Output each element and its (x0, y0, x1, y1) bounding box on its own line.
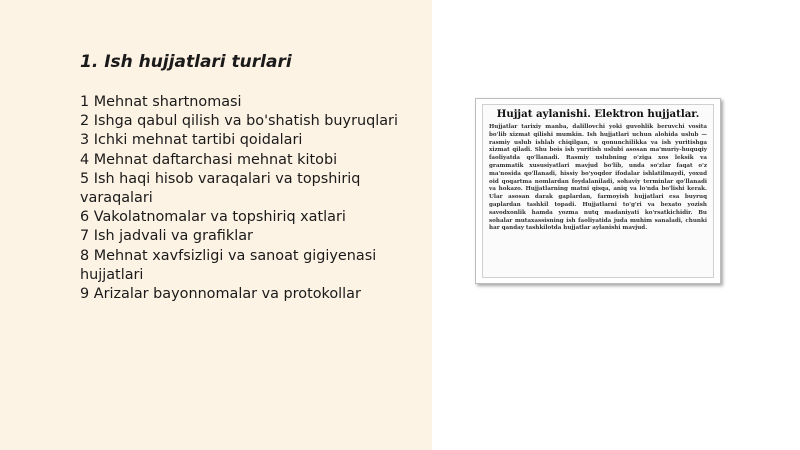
list-item: 8 Mehnat xavfsizligi va sanoat gigiyenasi hujjatlari (80, 247, 377, 283)
document-scan-title: Hujjat aylanishi. Elektron hujjatlar. (496, 108, 700, 120)
document-scan-image (475, 98, 721, 284)
document-scan-body: Hujjatlar tarixiy manba, dalillovchi yoki guvohlik beruvchi vosita bo'lib xizmat qilishi mumkin. Ish hujjatlari uchun alohida uslub — rasmiy uslub ishlab chiqilgan, u qonunchilikka va ish yuritishga xizmat qiladi. Shu bois ish yuritish uslubi asosan ma'muriy-huquqiy faoliyatda qo'llanadi. Rasmiy uslubning o'ziga xos leksik va grammatik xususiyatlari mavjud bo'lib, unda so'zlar faqat o'z ma'nosida qo'llanadi, hissiy bo'yoqdor ifodalar ishlatilmaydi, yoxud oid qoqartma nomlardan foydalaniladi, sohaviy terminlar qo'llanadi va hokazo. Hujjatlarning matni qisqa, aniq va lo'nda bo'lishi kerak. Ular asosan darak gaplardan, farmoyish hujjatlari esa buyruq gaplardan tashkil topadi. Hujjatlarni to'g'ri va bexato yozish savodxonlik hamda yozma nutq madaniyati ko'rsatkichidir. Bu sohalar mutaxassisning ish faoliyatida juda muhim sanaladi, chunki har qanday tashkilotda hujjatlar aylanishi mavjud. (489, 124, 707, 232)
list-item: 6 Vakolatnomalar va topshiriq xatlari (80, 209, 346, 226)
list-item: 3 Ichki mehnat tartibi qoidalari (80, 132, 303, 149)
list-item: 7 Ish jadvali va grafiklar (80, 228, 253, 245)
list-item: 5 Ish haqi hisob varaqalari va topshiriq varaqalari (80, 170, 361, 207)
list-item: 2 Ishga qabul qilish va bo'shatish buyruqlari (80, 113, 398, 130)
document-types-list (80, 93, 420, 304)
document-scan-page (482, 104, 714, 278)
slide-heading: 1. Ish hujjatlari turlari (80, 52, 292, 72)
list-item: 1 Mehnat shartnomasi (80, 94, 242, 110)
list-item: 9 Arizalar bayonnomalar va protokollar (80, 286, 361, 303)
list-item: 4 Mehnat daftarchasi mehnat kitobi (80, 151, 338, 168)
